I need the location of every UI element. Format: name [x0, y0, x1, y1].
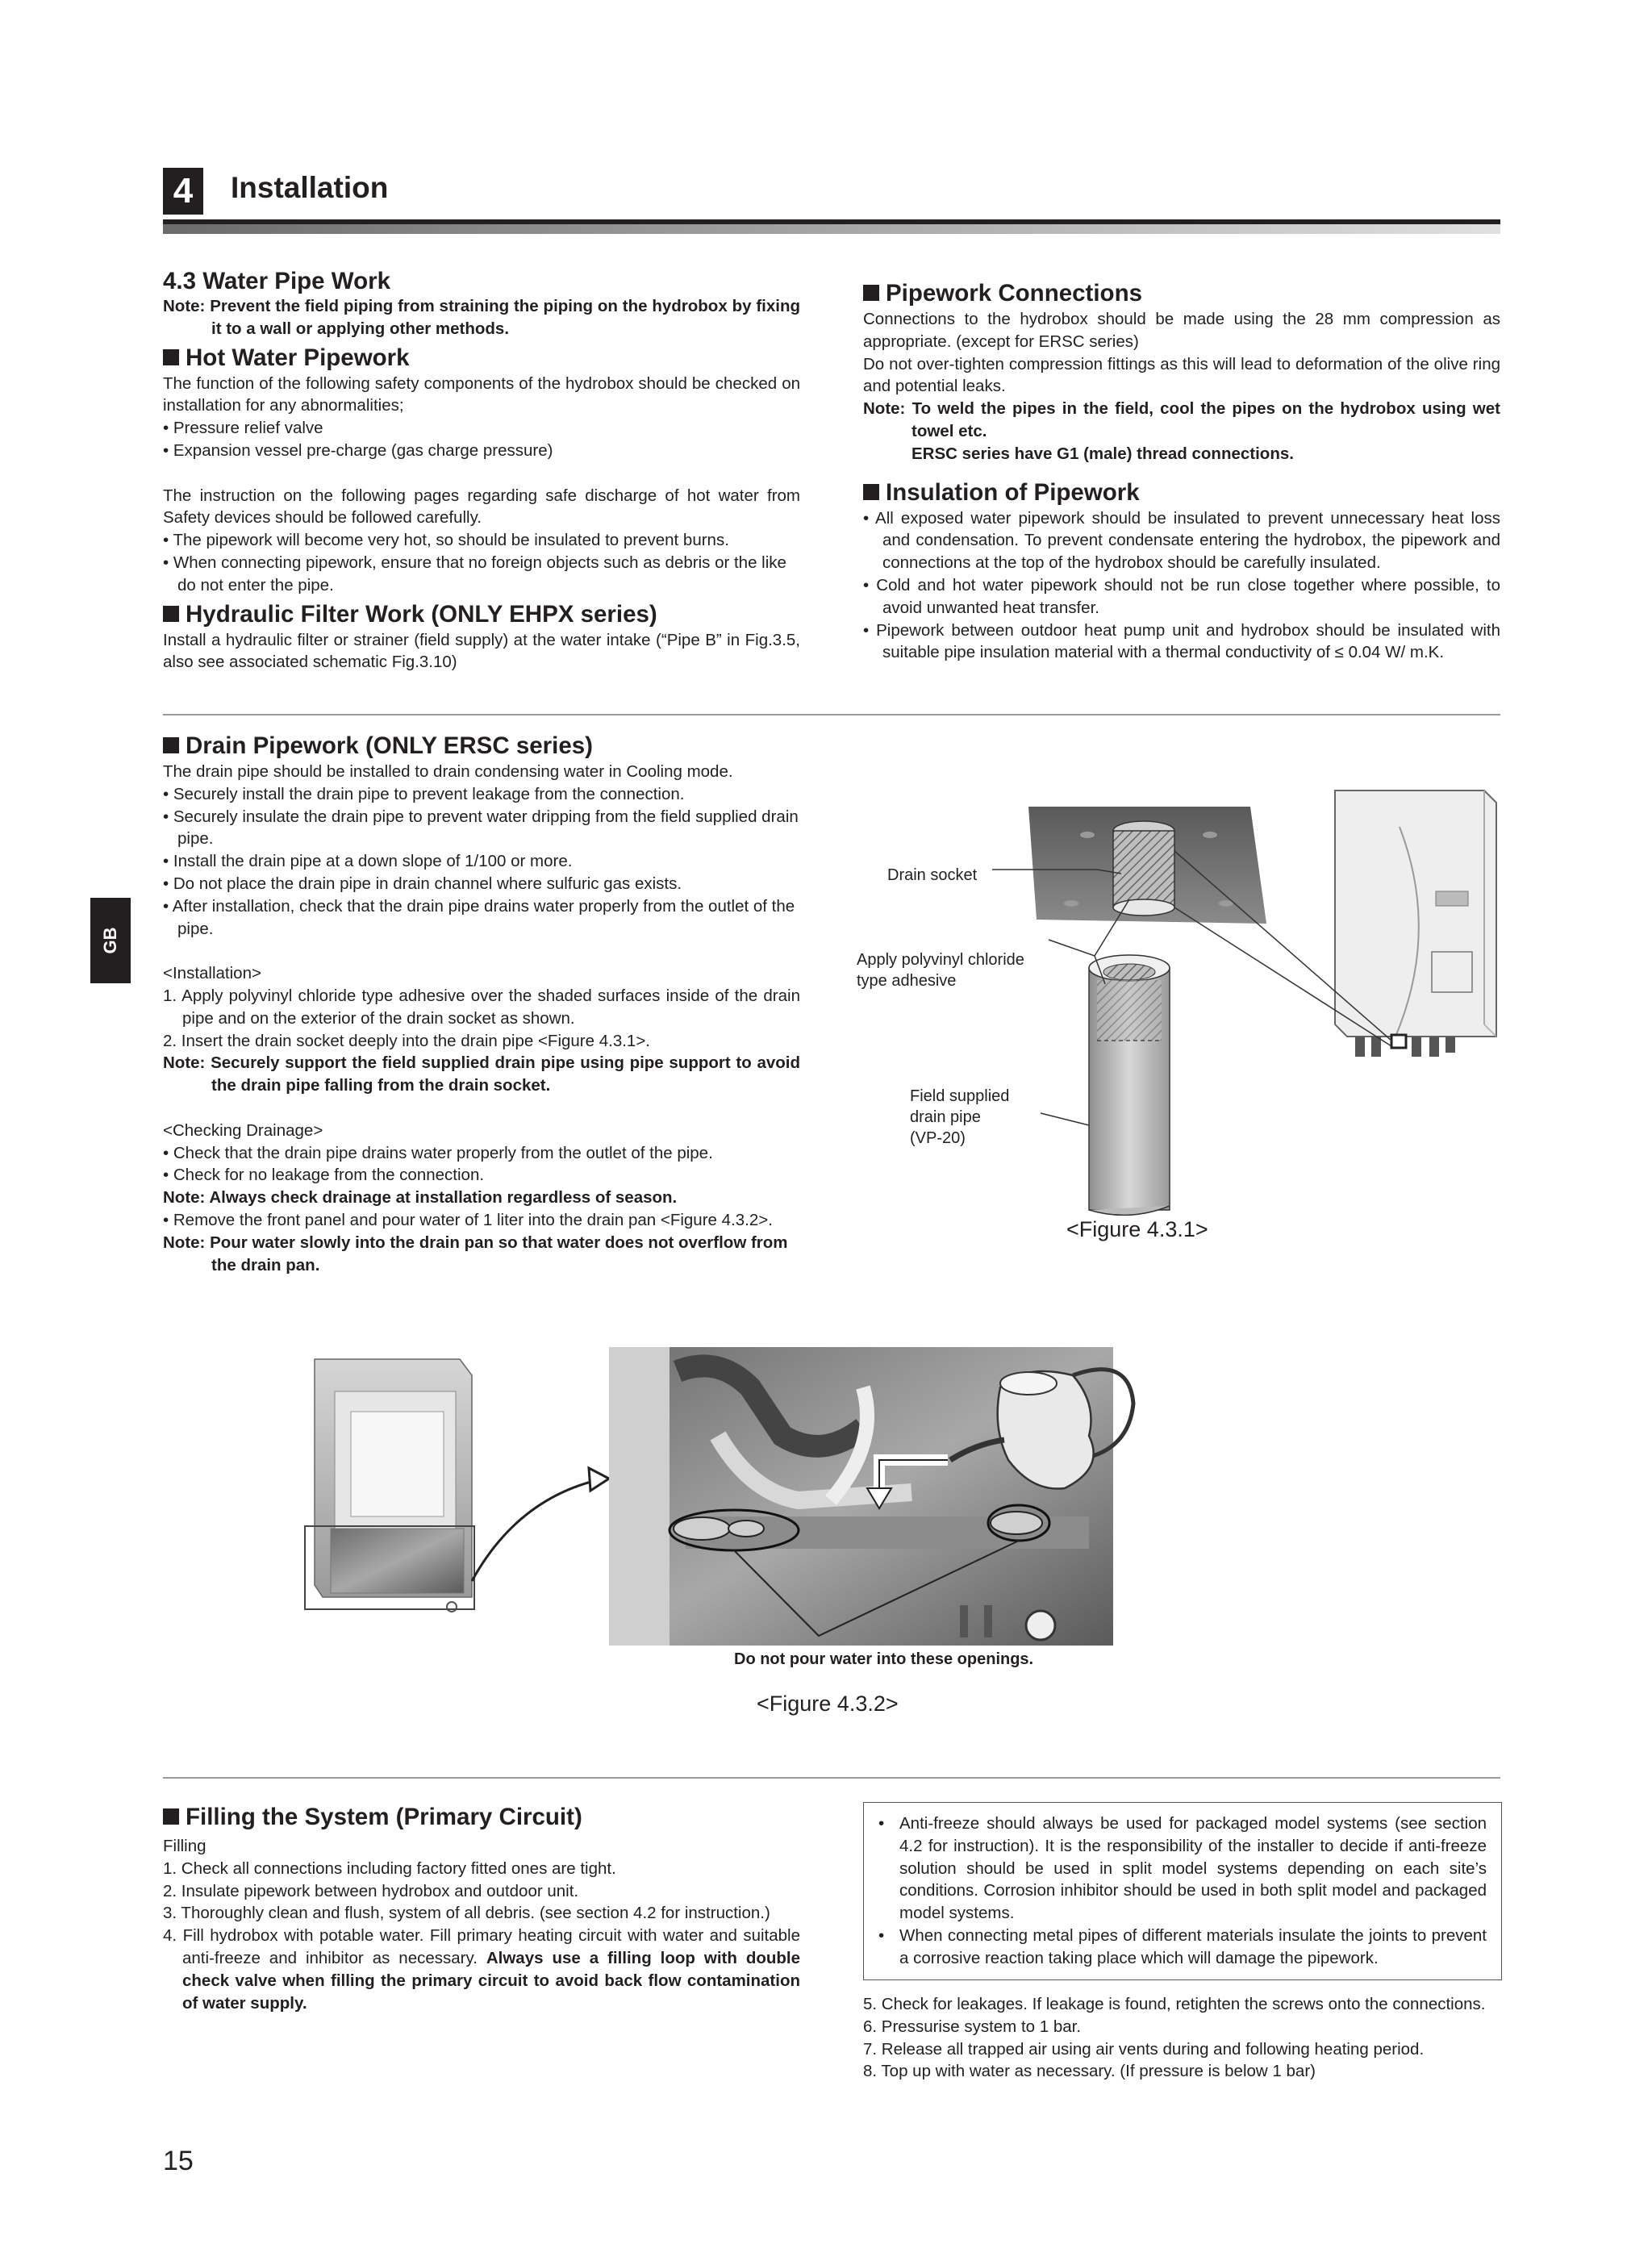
plate-hole [1080, 832, 1095, 838]
hydrobox-open-unit [305, 1359, 474, 1612]
section-square-icon [863, 484, 879, 500]
drain-b1: • Securely install the drain pipe to prevent leakage from the connection. [163, 784, 685, 803]
drain-socket-end [1113, 899, 1174, 916]
section-square-icon [163, 606, 179, 622]
left-column-top [163, 268, 800, 674]
filling-box-b1: • Anti-freeze should always be used for packaged model systems (see section 4.2 for instruction). It is the responsibility of the installer to decide if anti-freeze solution should be used in split model systems depending on each site’s conditions. Corrosion inhibitor should be used in both split model and packaged model systems. [878, 1814, 1487, 1923]
filling-notice-box [863, 1802, 1502, 1980]
hot-water-p1: The function of the following safety components of the hydrobox should be checked on installation for any abnormalities; [163, 373, 800, 415]
pipework-connections-note1: Note: To weld the pipes in the field, cool the pipes on the hydrobox using wet towel etc. [863, 399, 1500, 440]
right-column-top [863, 279, 1500, 664]
pipework-connections-p2: Do not over-tighten compression fittings as this will lead to deformation of the olive ring and potential leaks. [863, 354, 1500, 396]
filling-step4 [163, 1925, 800, 2014]
drain-check2: • Check for no leakage from the connection. [163, 1166, 485, 1185]
filling-step1: 1. Check all connections including factory fitted ones are tight. [163, 1858, 616, 1878]
drain-section [163, 732, 800, 1276]
drain-title [163, 732, 800, 761]
chapter-title: Installation [231, 171, 389, 204]
hot-water-b1: • Pressure relief valve [163, 419, 323, 438]
drain-install-head: <Installation> [163, 964, 261, 983]
pipework-connections-title-text: Pipework Connections [886, 280, 1142, 307]
hydrobox-unit [1335, 791, 1496, 1037]
figure-4-3-1-caption: <Figure 4.3.1> [1066, 1217, 1208, 1241]
label-pipe-line1: Field supplied [910, 1087, 1010, 1105]
drain-pan-detail-view [609, 1347, 1133, 1646]
figure-4-3-2-caption: <Figure 4.3.2> [757, 1692, 899, 1716]
filling-left [163, 1803, 800, 2014]
page-number: 15 [163, 2146, 194, 2176]
section-divider [163, 714, 1500, 715]
zoom-arrow-icon [472, 1480, 597, 1581]
unit-pipe-connections [1355, 1035, 1455, 1057]
drain-b5: • After installation, check that the drain pipe drains water properly from the outlet of the pipe. [163, 896, 795, 938]
label-pipe-line3: (VP-20) [910, 1129, 966, 1147]
filling-step3: 3. Thoroughly clean and flush, system of all debris. (see section 4.2 for instruction.) [163, 1904, 770, 1923]
hydraulic-filter-title-text: Hydraulic Filter Work (ONLY EHPX series) [186, 600, 657, 628]
language-tab [90, 898, 131, 983]
figure-4-3-2 [298, 1339, 1170, 1726]
section-divider [163, 1777, 1500, 1779]
drain-b2: • Securely insulate the drain pipe to prevent water dripping from the field supplied drain pipe. [163, 807, 799, 849]
filling-step4-bold: Always use a filling loop with double check valve when filling the primary circuit to avoid back flow contamination of water supply. [182, 1948, 801, 2013]
drain-check1: • Check that the drain pipe drains water properly from the outlet of the pipe. [163, 1143, 713, 1162]
drain-p1: The drain pipe should be installed to drain condensing water in Cooling mode. [163, 762, 733, 781]
insulation-title-text: Insulation of Pipework [886, 478, 1140, 506]
label-adhesive-line1: Apply polyvinyl chloride [857, 951, 1024, 969]
insulation-b2: • Cold and hot water pipework should not be run close together where possible, to avoid unwanted heat transfer. [863, 575, 1500, 617]
filling-step8: 8. Top up with water as necessary. (If pressure is below 1 bar) [863, 2062, 1316, 2081]
filling-right-steps [863, 1993, 1500, 2083]
filling-step5: 5. Check for leakages. If leakage is found, retighten the screws onto the connections. [863, 1995, 1486, 2013]
drain-title-text: Drain Pipework (ONLY ERSC series) [186, 732, 593, 759]
drain-check-head: <Checking Drainage> [163, 1120, 323, 1140]
filling-title-text: Filling the System (Primary Circuit) [186, 1804, 582, 1830]
pipework-connections-note2: ERSC series have G1 (male) thread connections. [912, 444, 1294, 463]
hot-water-b2: • Expansion vessel pre-charge (gas charge pressure) [163, 440, 553, 460]
filling-step2: 2. Insulate pipework between hydrobox and outdoor unit. [163, 1881, 579, 1900]
insulation-b1: • All exposed water pipework should be insulated to prevent unnecessary heat loss and condensation. To prevent condensate entering the hydrobox, the pipework and connections at the top of the hydrobox should be carefully insulated. [863, 508, 1500, 573]
figure-4-3-1 [855, 770, 1516, 1254]
section-water-pipe-work-title: 4.3 Water Pipe Work [163, 268, 390, 294]
label-pipe-line2: drain pipe [910, 1108, 981, 1126]
hydraulic-filter-p1: Install a hydraulic filter or strainer (field supply) at the water intake (“Pipe B” in Fig.3.5, also see associated schematic Fig.3.10) [163, 630, 800, 672]
hot-water-title-text: Hot Water Pipework [186, 344, 410, 371]
pipework-connections-title [863, 279, 1500, 308]
drain-b3: • Install the drain pipe at a down slope of 1/100 or more. [163, 852, 573, 871]
hot-water-title [163, 344, 800, 373]
label-adhesive-line2: type adhesive [857, 972, 957, 990]
drain-b4: • Do not place the drain pipe in drain channel where sulfuric gas exists. [163, 874, 682, 893]
hot-water-b3: • The pipework will become very hot, so should be insulated to prevent burns. [163, 531, 729, 550]
header-gradient-rule [163, 224, 1500, 234]
section-square-icon [163, 737, 179, 753]
drain-note3: Note: Pour water slowly into the drain pan so that water does not overflow from the drain pan. [163, 1233, 788, 1274]
section-square-icon [863, 285, 879, 301]
chapter-number: 4 [163, 168, 203, 215]
label-drain-socket: Drain socket [887, 866, 978, 884]
filling-sub: Filling [163, 1837, 206, 1855]
language-tab-label: GB [100, 927, 120, 954]
drain-pipe-shaded-area [1097, 980, 1162, 1041]
filling-step4-text: 4. Fill hydrobox with potable water. Fill primary heating circuit with water and suitable anti-freeze and inhibitor as necessary. [163, 1926, 800, 1967]
hydraulic-filter-title [163, 600, 800, 629]
drain-note1: Note: Securely support the field supplied drain pipe using pipe support to avoid the drain pipe falling from the drain socket. [163, 1053, 800, 1095]
drain-step2: 2. Insert the drain socket deeply into the drain pipe <Figure 4.3.1>. [163, 1031, 650, 1050]
water-pipe-note: Note: Prevent the field piping from straining the piping on the hydrobox by fixing it to a wall or applying other methods. [163, 297, 800, 338]
filling-box-b1-text: Anti-freeze should always be used for packaged model systems (see section 4.2 for instruction). It is the responsibility of the installer to decide if anti-freeze solution should be used in split model systems depending on each site’s conditions. Corrosion inhibitor should be used in both split model and packaged model systems. [899, 1814, 1487, 1923]
hot-water-p2: The instruction on the following pages regarding safe discharge of hot water from Safety devices should be followed carefully. [163, 486, 800, 528]
filling-step7: 7. Release all trapped air using air vents during and following heating period. [863, 2039, 1425, 2059]
hot-water-b4: • When connecting pipework, ensure that no foreign objects such as debris or the like do not enter the pipe. [163, 553, 786, 594]
pipework-connections-p1: Connections to the hydrobox should be made using the 28 mm compression as appropriate. (except for ERSC series) [863, 310, 1500, 351]
filling-box-b2-text: When connecting metal pipes of different materials insulate the joints to prevent a corrosive reaction taking place which will damage the pipework. [899, 1925, 1487, 1967]
filling-box-b2: • When connecting metal pipes of different materials insulate the joints to prevent a corrosive reaction taking place which will damage the pipework. [878, 1925, 1487, 1967]
drain-check3: • Remove the front panel and pour water of 1 liter into the drain pan <Figure 4.3.2>. [163, 1210, 773, 1229]
insulation-title [863, 478, 1500, 507]
plate-hole [1064, 900, 1078, 907]
drain-step1: 1. Apply polyvinyl chloride type adhesive over the shaded surfaces inside of the drain pipe and on the exterior of the drain socket as shown. [163, 986, 800, 1028]
section-square-icon [163, 1808, 179, 1825]
filling-title [163, 1803, 800, 1832]
drain-socket [1113, 831, 1174, 907]
insulation-b3: • Pipework between outdoor heat pump unit and hydrobox should be insulated with suitable pipe insulation material with a thermal conductivity of ≤ 0.04 W/ m.K. [863, 620, 1500, 662]
filling-step6: 6. Pressurise system to 1 bar. [863, 2017, 1082, 2036]
openings-warning: Do not pour water into these openings. [734, 1650, 1034, 1668]
section-square-icon [163, 349, 179, 365]
plate-hole [1203, 832, 1217, 838]
drain-pipe-adhesive-area [1103, 964, 1155, 980]
drain-note2: Note: Always check drainage at installation regardless of season. [163, 1188, 678, 1208]
